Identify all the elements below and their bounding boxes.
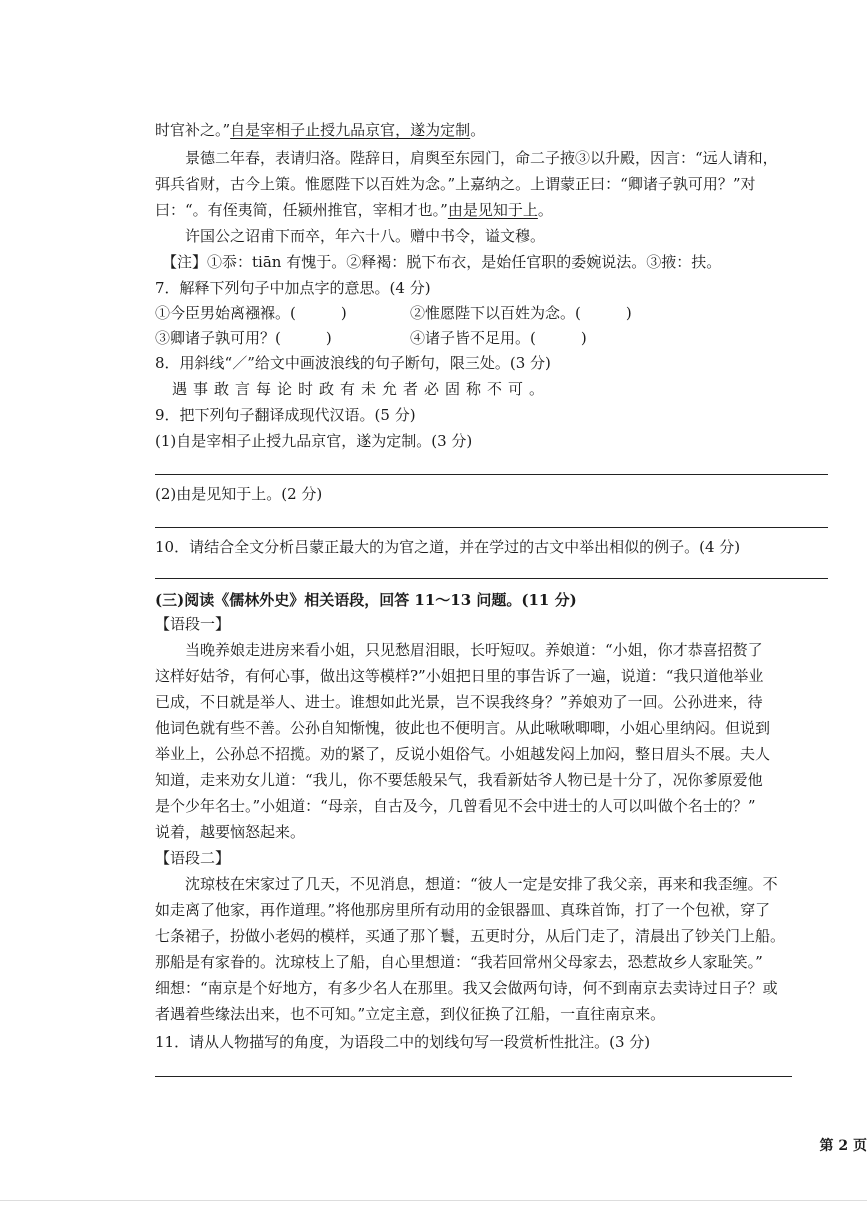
segment-1-title: 【语段一】 xyxy=(155,615,231,633)
passage-text: 时官补之。” xyxy=(155,121,231,139)
passage-text: 。 xyxy=(470,121,486,139)
underlined-sentence: 自是宰相子止授九品京官，遂为定制 xyxy=(230,121,471,139)
segment-2-line: 细想：“南京是个好地方，有多少名人在那里。我又会做两句诗，何不到南京去卖诗过日子？或 xyxy=(155,979,778,997)
segment-1-line: 举业上，公孙总不招揽。劝的紧了，反说小姐俗气。小姐越发闷上加闷，整日眉头不展。夫人 xyxy=(155,745,771,763)
question-7: 7．解释下列句子中加点字的意思。(4 分) xyxy=(155,279,431,297)
segment-1-line: 他词色就有些不善。公孙自知惭愧，彼此也不便明言。从此啾啾唧唧，小姐心里纳闷。但说到 xyxy=(155,719,771,737)
answer-line-9-1[interactable] xyxy=(155,474,828,475)
segment-1-line: 这样好姑爷，有何心事，做出这等模样?”小姐把日里的事告诉了一遍，说道：“我只道他举业 xyxy=(155,667,764,685)
question-10: 10．请结合全文分析吕蒙正最大的为官之道，并在学过的古文中举出相似的例子。(4 分) xyxy=(155,538,741,556)
question-9-2: (2)由是见知于上。(2 分) xyxy=(155,485,323,503)
passage-text: 曰：“。有侄夷简，任颍州推官，宰相才也。” xyxy=(155,201,448,219)
passage-line-3: 弭兵省财，古今上策。惟愿陛下以百姓为念。”上嘉纳之。上谓蒙正曰：“卿诸子孰可用？”对 xyxy=(155,175,756,193)
segment-1-line: 说着，越要恼怒起来。 xyxy=(155,823,306,841)
segment-1-line: 知道，走来劝女儿道：“我儿，你不要恁般呆气，我看新姑爷人物已是十分了，况你爹原爱他 xyxy=(155,771,763,789)
question-7-item-1: ①今臣男始离襁褓。( ) xyxy=(155,304,347,322)
answer-line-10[interactable] xyxy=(155,578,828,579)
passage-note: 【注】①忝：tiān 有愧于。②释褐：脱下布衣，是始任官职的委婉说法。③掖：扶。 xyxy=(162,253,722,271)
page-bottom-divider xyxy=(0,1200,867,1201)
segment-1-line: 是个少年名士。”小姐道：“母亲，自古及今，几曾看见不会中进士的人可以叫做个名士的？” xyxy=(155,797,756,815)
passage-line-4 xyxy=(155,198,805,222)
answer-line-11[interactable] xyxy=(155,1076,792,1077)
segment-2-line: 者遇着些缘法出来，也不可知。”立定主意，到仪征换了江船，一直往南京来。 xyxy=(155,1005,666,1023)
underlined-sentence: 由是见知于上 xyxy=(447,201,538,219)
question-8: 8．用斜线“／”给文中画波浪线的句子断句，限三处。(3 分) xyxy=(155,354,551,372)
segment-1-line: 已成，不日就是举人、进士。谁想如此光景，岂不误我终身？”养娘劝了一回。公孙进来，待 xyxy=(155,693,763,711)
question-11: 11．请从人物描写的角度，为语段二中的划线句写一段赏析性批注。(3 分) xyxy=(155,1033,651,1051)
passage-line-1 xyxy=(155,118,805,142)
question-7-items-row1 xyxy=(155,301,805,325)
segment-2-line: 那船是有家眷的。沈琼枝上了船，自心里想道：“我若回常州父母家去，恐惹故乡人家耻笑。” xyxy=(155,953,763,971)
answer-line-9-2[interactable] xyxy=(155,527,828,528)
question-9: 9．把下列句子翻译成现代汉语。(5 分) xyxy=(155,406,416,424)
passage-line-5: 许国公之诏甫下而卒，年六十八。赠中书令，谥文穆。 xyxy=(185,227,546,245)
segment-2-line: 七条裙子，扮做小老妈的模样，买通了那丫鬟，五更时分，从后门走了，清晨出了钞关门上船。 xyxy=(155,927,786,945)
question-9-1: (1)自是宰相子止授九品京官，遂为定制。(3 分) xyxy=(155,432,473,450)
segment-2-title: 【语段二】 xyxy=(155,849,231,867)
passage-text: 。 xyxy=(537,201,553,219)
page-number: 第 2 页 xyxy=(819,1138,867,1154)
question-7-item-3: ③卿诸子孰可用？( ) xyxy=(155,329,332,347)
passage-line-2: 景德二年春，表请归洛。陛辞日，肩舆至东园门，命二子掖③以升殿，因言：“远人请和， xyxy=(185,149,778,167)
question-8-text: 遇事敢言每论时政有未允者必固称不可。 xyxy=(172,380,551,398)
segment-1-line: 当晚养娘走进房来看小姐，只见愁眉泪眼，长吁短叹。养娘道：“小姐，你才恭喜招赘了 xyxy=(185,641,763,659)
section-3-heading: (三)阅读《儒林外史》相关语段，回答 11～13 问题。(11 分) xyxy=(155,591,577,609)
question-7-item-2: ②惟愿陛下以百姓为念。( ) xyxy=(410,304,632,322)
question-7-items-row2 xyxy=(155,326,805,350)
segment-2-line: 如走离了他家，再作道理。”将他那房里所有动用的金银器皿、真珠首饰，打了一个包袱，穿了 xyxy=(155,901,771,919)
question-7-item-4: ④诸子皆不足用。( ) xyxy=(410,329,587,347)
segment-2-line: 沈琼枝在宋家过了几天，不见消息，想道：“彼人一定是安排了我父亲，再来和我歪缠。不 xyxy=(185,875,778,893)
